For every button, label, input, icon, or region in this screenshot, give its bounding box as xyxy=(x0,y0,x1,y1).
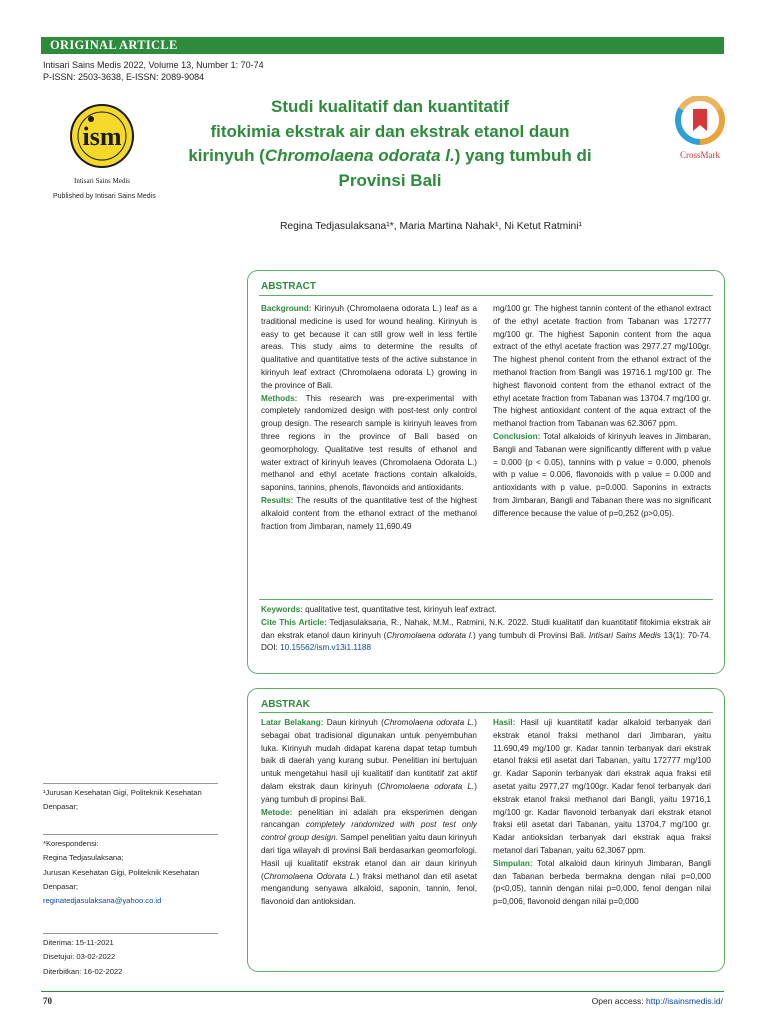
cite-label: Cite This Article: xyxy=(261,617,327,627)
affiliation: ¹Jurusan Kesehatan Gigi, Politeknik Kesehatan Denpasar; xyxy=(43,788,202,812)
metode-text-3: ) fraksi methanol dan etil asetat mengandung senyawa alkaloid, saponin, tannin, fenol, flavonoid dan antioksidan. xyxy=(261,871,477,907)
doi-link[interactable]: 10.15562/ism.v13i1.1188 xyxy=(280,643,371,653)
journal-logo-icon xyxy=(64,103,144,191)
authors: Regina Tedjasulaksana¹*, Maria Martina Nahak¹, Ni Ketut Ratmini¹ xyxy=(280,221,582,232)
abstract-results-cont: mg/100 gr. The highest tannin content of the ethanol extract of the ethyl acetate fraction from Tabanan was 172777 mg/100 gr. The highest Saponin content from the aqua extract of the ethyl acetate fraction was 2977.27 mg/100gr. The highest phenol content from the ethanol extract of the methanol fraction from Bangli was 19716.1 mg/100 gr. The highest flavonoid content from the ethanol extract of the ethyl acetate fraction from Tabanan was 13704.7 mg/100 gr. The highest antioxidant content of the aqua extract of the methanol fraction from Tabanan was 62.3067 ppm. xyxy=(493,304,711,429)
latar-text-3: ) yang tumbuh di propinsi Bali. xyxy=(261,781,477,804)
title-line-3c: ) yang tumbuh di xyxy=(454,146,592,165)
title-line-4: Provinsi Bali xyxy=(338,170,442,190)
abstrak-latar-belakang xyxy=(261,717,477,807)
published-date: Diterbitkan: 16-02-2022 xyxy=(43,966,123,976)
metode-text-2: . Sampel penelitian yaitu daun kirinyuh dari tiga wilayah di provinsi Bali berdasarkan geomorfologi. Hasil uji kualitatif ekstrak etanol dan air daun kirinyuh ( xyxy=(261,833,477,881)
results-label: Results: xyxy=(261,495,294,505)
crossmark-badge[interactable] xyxy=(673,96,727,166)
dates-block xyxy=(43,933,218,979)
cite-text-2: ) yang tumbuh di Provinsi Bali. xyxy=(472,630,589,640)
latar-text-2: ) sebagai obat tradisional digunakan untuk penyembuhan luka. Kirinyuh mudah didapat karena dapat tetap tumbuh baik di daerah yang kurang subur. Penelitian ini bertujuan untuk mengetahui hasil uji kualitatif dan kuntitatif zat aktif dalam ekstrak daun kirinyuh ( xyxy=(261,718,477,791)
open-access-label: Open access: xyxy=(591,996,646,1006)
title-line-3a: kirinyuh ( xyxy=(188,146,265,165)
article-title xyxy=(170,95,610,193)
open-access-link[interactable]: http://isainsmedis.id/ xyxy=(645,996,723,1006)
background-label: Background: xyxy=(261,304,312,313)
title-line-2: fitokimia ekstrak air dan ekstrak etanol daun xyxy=(210,121,570,141)
methods-label: Methods: xyxy=(261,393,298,403)
simpulan-label: Simpulan: xyxy=(493,858,533,868)
affiliation-rule xyxy=(43,783,218,784)
abstrak-simpulan xyxy=(493,858,711,909)
cite-text-3: 13(1): 70-74. DOI: xyxy=(261,630,711,653)
abstrak-left-column xyxy=(261,717,477,909)
abstract-box xyxy=(247,270,725,674)
keywords-rule xyxy=(259,599,713,600)
journal-citation-line: Intisari Sains Medis 2022, Volume 13, Number 1: 70-74 xyxy=(43,60,264,70)
latar-species-1: Chromolaena odorata L. xyxy=(383,718,475,727)
abstract-heading: ABSTRACT xyxy=(261,281,316,292)
keywords-text: qualitative test, quantitative test, kirinyuh leaf extract. xyxy=(302,605,497,614)
simpulan-text: Total alkaloid daun kirinyuh Jimbaran, Bangli dan Tabanan berbeda bermakna dengan nilai p=0,000 (p<0,05), tannin dengan nilai p=0,000, fenol dengan nilai p=0,006, flavonoid dengan nilai p=0,000 xyxy=(493,858,711,907)
results-text: The results of the quantitative test of the highest alkaloid content from the ethanol extract of the methanol fraction from Jimbaran, namely 11,690.49 xyxy=(261,495,477,531)
hasil-text: Hasil uji kuantitatif kadar alkaloid terbanyak dari ekstrak etanol fraksi methanol dari Jimbaran, yaitu 11.690,49 mg/100 gr. Kadar tannin terbanyak dari ekstrak etanol fraksi etil asetat dari Tabanan, yaitu 172777 mg/100 gr. Kadar Saponin terbanyak dari ekstrak aqua fraksi etil asetat yaitu 2977,27 mg/100gr. Kadar fenol terbanyak dari ekstrak etanol fraksi methanol dari Bangli, yaitu 19716,1 mg/100 gr. Kadar flavonoid terbanyak dari ekstrak etanol fraksi etil asetat dari Tabanan, yaitu 13704,7 mg/100 gr. Kadar antioksidan terbanyak dari ekstrak aqua fraksi metanol dari Tabanan, yaitu 62,3067 ppm. xyxy=(493,718,711,855)
latar-species-2: Chromolaena odorata L. xyxy=(379,781,475,791)
hasil-label: Hasil: xyxy=(493,718,516,727)
abstract-results xyxy=(261,495,477,533)
conclusion-text: Total alkaloids of kirinyuh leaves in Jimbaran, Bangli and Tabanan were significantly different with p value = 0.000 (p < 0.05), tannins with p value = 0.000, phenols with p value = 0.006, flavonoids with p value = 0.000 and antioxidants with p value. p=0.000. Saponins in extracts from Jimbaran, Bangli and Tabanan there was no significant difference because the value of p=0,252 (p>0,05). xyxy=(493,431,711,518)
abstract-conclusion xyxy=(493,431,711,521)
abstrak-heading-rule xyxy=(259,712,713,713)
abstract-left-column xyxy=(261,303,477,533)
conclusion-label: Conclusion: xyxy=(493,431,541,441)
title-species: Chromolaena odorata l. xyxy=(264,146,455,165)
metode-label: Metode: xyxy=(261,807,293,817)
journal-logo xyxy=(64,103,144,191)
dates-rule xyxy=(43,933,218,934)
published-by: Published by Intisari Sains Medis xyxy=(53,193,156,200)
cite-this-article xyxy=(261,617,711,655)
latar-belakang-label: Latar Belakang: xyxy=(261,718,324,727)
abstrak-right-column xyxy=(493,717,711,909)
crossmark-label: CrossMark xyxy=(680,150,720,160)
abstrak-box xyxy=(247,688,725,972)
methods-text: This research was pre-experimental with completely randomized design with post-test only control group design. The research sample is kirinyuh leaves from three regions in the province of Bali based on geomorphology. Qualitative test results of ethanol and water extract of kirinyuh leaves (Chromolaena Odorata L.) methanol and ethyl acetate fractions contain alkaloids, saponins, tannins, phenols, flavonoids and antioxidants. xyxy=(261,393,477,493)
title-line-1: Studi kualitatif dan kuantitatif xyxy=(270,97,509,116)
received-date: Diterima: 15-11-2021 xyxy=(43,938,114,947)
abstract-background xyxy=(261,303,477,393)
svg-text:ism: ism xyxy=(82,122,122,151)
abstract-heading-rule xyxy=(259,295,713,296)
correspondence-label: *Korespondensi: xyxy=(43,839,99,848)
correspondence-affiliation: Jurusan Kesehatan Gigi, Politeknik Kesehatan Denpasar; xyxy=(43,867,200,891)
logo-caption: Intisari Sains Medis xyxy=(74,177,130,185)
approved-date: Disetujui: 03-02-2022 xyxy=(43,952,116,962)
cite-text-1: Tedjasulaksana, R., Nahak, M.M., Ratmini, N.K. 2022. Studi kualitatif dan kuantitatif fitokimia ekstrak air dan ekstrak etanol daun kirinyuh ( xyxy=(261,617,711,640)
title-line-3 xyxy=(170,144,610,169)
correspondence-email[interactable]: reginatedjasulaksana@yahoo.co.id xyxy=(43,896,162,906)
section-label: ORIGINAL ARTICLE xyxy=(50,38,178,52)
metode-text-1: penelitian ini adalah pra eksperimen dengan rancangan xyxy=(261,807,477,830)
abstrak-metode xyxy=(261,807,477,909)
correspondence-block xyxy=(43,834,218,908)
issn-line: P-ISSN: 2503-3638, E-ISSN: 2089-9084 xyxy=(43,72,205,82)
abstract-right-column xyxy=(493,303,711,521)
cite-species: Chromolaena odorata l. xyxy=(386,630,473,640)
section-label-bar xyxy=(41,37,724,54)
correspondence-name: Regina Tedjasulaksana; xyxy=(43,853,124,863)
abstrak-hasil xyxy=(493,717,711,858)
latar-text-1: Daun kirinyuh ( xyxy=(323,718,384,727)
keywords-label: Keywords: xyxy=(261,605,303,614)
metode-design: completely randomized with post test only control group design xyxy=(261,820,477,843)
affiliation-block xyxy=(43,783,218,815)
keywords xyxy=(261,604,711,617)
correspondence-rule xyxy=(43,834,218,835)
crossmark-icon xyxy=(673,96,727,166)
page-number: 70 xyxy=(43,996,52,1006)
keywords-citation-block xyxy=(261,604,711,655)
abstrak-heading: ABSTRAK xyxy=(261,699,310,710)
footer-rule xyxy=(41,991,724,992)
background-text: Kirinyuh (Chromolaena odorata L.) leaf as a traditional medicine is used for wound healing. Kirinyuh is easy to get because it can still grow well in less fertile areas. This study aims to determine the results of qualitative and quantitative tests of the active substance in kirinyuh leaf extract (Chromolaena odorata L) growing in the province of Bali. xyxy=(261,304,477,390)
abstract-methods xyxy=(261,393,477,495)
cite-journal: Intisari Sains Medis xyxy=(588,630,661,640)
open-access xyxy=(592,996,723,1006)
metode-species: Chromolaena Odorata L. xyxy=(263,871,357,881)
